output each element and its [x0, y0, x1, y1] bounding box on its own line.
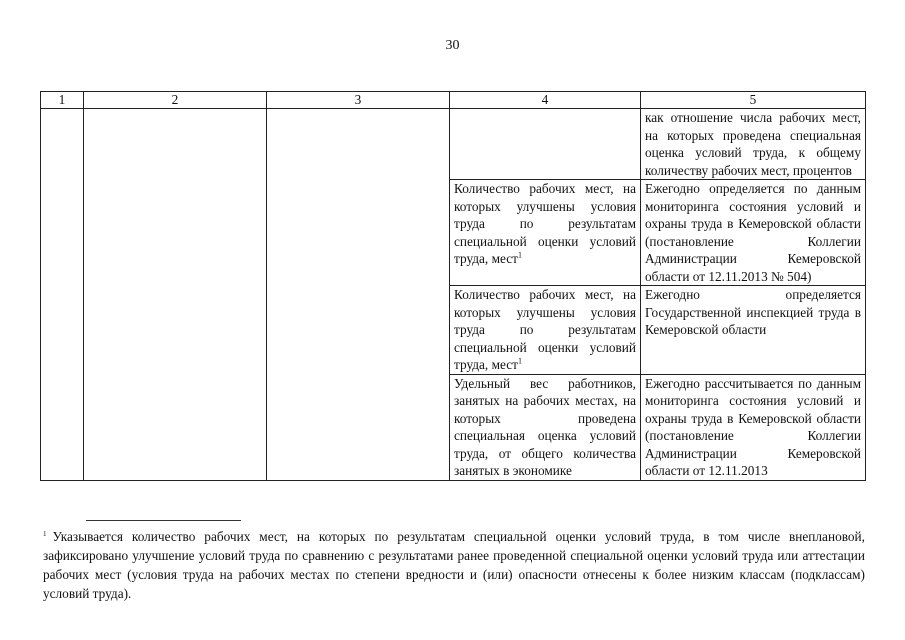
- indicators-table: [40, 91, 866, 481]
- method-text: Ежегодно рассчитывается по данным мониторинга состояния условий и охраны труда в Кемеровской области (постановление Коллегии Администрации Кемеровской области от 12.11.2013: [645, 375, 861, 478]
- table-header-row: [41, 92, 866, 109]
- column-header-2: 2: [84, 92, 267, 109]
- footnote-divider: [86, 520, 241, 521]
- indicator-text: Количество рабочих мест, на которых улучшены условия труда по результатам специальной оценки условий труда, мест: [454, 181, 636, 266]
- method-text: Ежегодно определяется по данным мониторинга состояния условий и охраны труда в Кемеровской области (постановление Коллегии Администрации Кемеровской области от 12.11.2013 № 504): [645, 181, 861, 284]
- method-cell: [641, 374, 866, 480]
- method-text: Ежегодно определяется Государственной инспекцией труда в Кемеровской области: [645, 287, 861, 337]
- column-header-4: 4: [450, 92, 641, 109]
- method-cell: [641, 180, 866, 286]
- col1-merged-cell: [41, 109, 84, 481]
- footnote: [43, 527, 865, 603]
- indicator-cell: [450, 109, 641, 180]
- footnote-reference: 1: [517, 250, 522, 260]
- column-header-5: 5: [641, 92, 866, 109]
- indicator-text: Количество рабочих мест, на которых улучшены условия труда по результатам специальной оценки условий труда, мест: [454, 287, 636, 372]
- column-header-1: 1: [41, 92, 84, 109]
- indicator-cell: [450, 180, 641, 286]
- method-cell: [641, 109, 866, 180]
- footnote-marker: 1: [43, 529, 47, 538]
- table-row: [41, 109, 866, 180]
- footnote-reference: 1: [517, 356, 522, 366]
- indicator-text: Удельный вес работников, занятых на рабочих местах, на которых проведена специальная оценка условий труда, от общего количества занятых в экономике: [454, 375, 636, 478]
- method-cell: [641, 286, 866, 375]
- col3-merged-cell: [267, 109, 450, 481]
- footnote-text: Указывается количество рабочих мест, на которых по результатам специальной оценки условий труда, в том числе внеплановой, зафиксировано улучшение условий труда по сравнению с результатами ранее проведенной специальной оценки условий труда или аттестации рабочих мест (условия труда на рабочих местах по степени вредности и (или) опасности отнесены к более низким классам (подклассам) условий труда).: [43, 529, 865, 601]
- col2-merged-cell: [84, 109, 267, 481]
- column-header-3: 3: [267, 92, 450, 109]
- indicator-cell: [450, 286, 641, 375]
- indicator-cell: [450, 374, 641, 480]
- page-number: 30: [445, 38, 460, 53]
- method-text: как отношение числа рабочих мест, на которых проведена специальная оценка условий труда, к общему количеству рабочих мест, процентов: [645, 110, 861, 178]
